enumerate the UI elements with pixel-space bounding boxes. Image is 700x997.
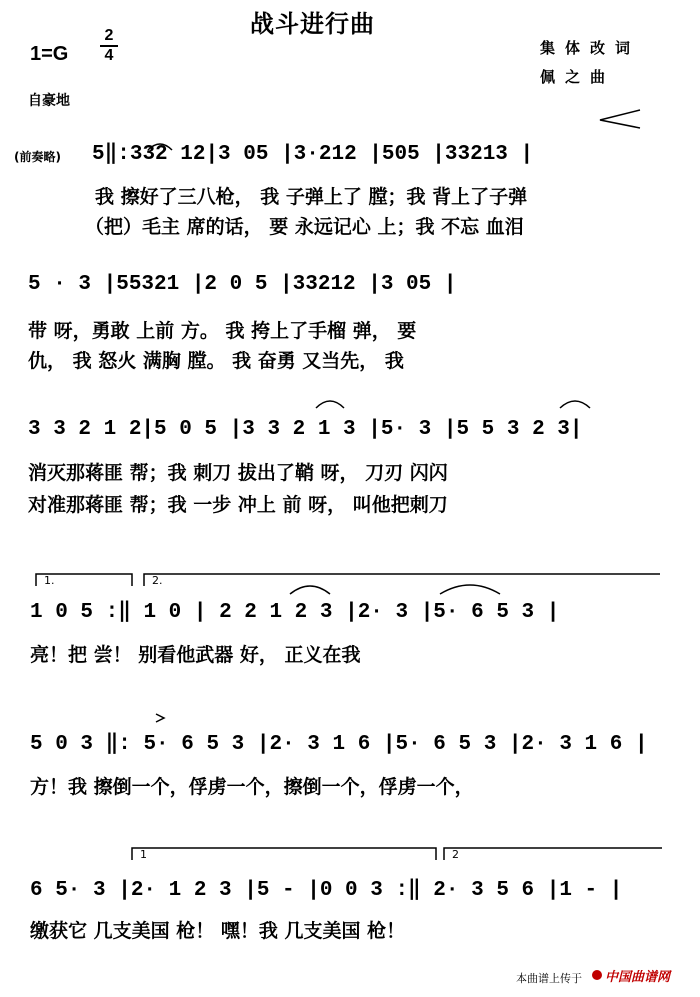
site-logo-icon [592,970,602,980]
prelude-note: (前奏略) [14,150,61,164]
lyrics-line-3-verse-2: 对准那蒋匪 帮；我 一步 冲上 前 呀， 叫他把刺刀 [28,494,448,516]
decrescendo-mark [600,110,640,128]
notation-line-5: 5 0 3 ‖: 5· 6 5 3 |2· 3 1 6 |5· 6 5 3 |2· 3 1 6 | [30,733,648,756]
tempo-marking: 自豪地 [28,93,70,109]
lyrics-line-2-verse-2: 仇， 我 怒火 满胸 膛。 我 奋勇 又当先， 我 [28,350,404,372]
music-credit: 佩之曲 [540,68,616,86]
volta-1-label-a: 1. [44,574,55,587]
lyrics-line-1-verse-2: （把）毛主 席的话， 要 永远记心 上；我 不忘 血泪 [85,216,524,238]
volta-2-label-b: 2 [452,848,459,861]
volta-bracket-2 [444,848,662,860]
time-signature-bottom: 4 [104,47,114,64]
notation-line-3: 3 3 2 1 2|5 0 5 |3 3 2 1 3 |5· 3 |5 5 3 2 3| [28,418,583,441]
slur-mark [148,144,172,150]
slur-mark [440,585,500,594]
slur-mark [560,401,590,408]
lyrics-credit: 集体改词 [540,39,641,57]
time-signature-top: 2 [104,27,114,44]
accent-mark [156,714,164,722]
volta-1-label-b: 1 [140,848,147,861]
lyrics-line-2-verse-1: 带 呀，勇敢 上前 方。 我 挎上了手榴 弹， 要 [28,320,417,342]
lyrics-line-5: 方！我 擦倒一个，俘虏一个，擦倒一个，俘虏一个， [30,776,474,798]
song-title: 战斗进行曲 [250,10,375,38]
footer-upload-text: 本曲谱上传于 [516,972,582,985]
key-signature: 1=G [30,43,69,65]
notation-line-1: 5‖:332 12|3 05 |3·212 |505 |33213 | [92,143,534,166]
volta-bracket-1 [36,574,132,586]
slur-mark [316,401,344,408]
lyrics-line-3-verse-1: 消灭那蒋匪 帮；我 刺刀 拔出了鞘 呀， 刀刃 闪闪 [28,462,448,484]
notation-line-4: 1 0 5 :‖ 1 0 | 2 2 1 2 3 |2· 3 |5· 6 5 3 | [30,601,560,624]
lyrics-line-1-verse-1: 我 擦好了三八枪， 我 子弹上了 膛；我 背上了子弹 [95,186,528,208]
volta-2-label-a: 2. [152,574,163,587]
volta-bracket-1 [132,848,436,860]
slur-mark [290,586,330,594]
lyrics-line-6: 缴获它 几支美国 枪！ 嘿！我 几支美国 枪！ [30,920,406,942]
notation-line-2: 5 · 3 |55321 |2 0 5 |33212 |3 05 | [28,273,457,296]
lyrics-line-4: 亮！把 尝！ 别看他武器 好， 正义在我 [30,644,361,666]
site-brand: 中国曲谱网 [605,970,671,985]
volta-bracket-2 [144,574,660,586]
notation-line-6: 6 5· 3 |2· 1 2 3 |5 - |0 0 3 :‖ 2· 3 5 6 |1 - | [30,879,623,902]
